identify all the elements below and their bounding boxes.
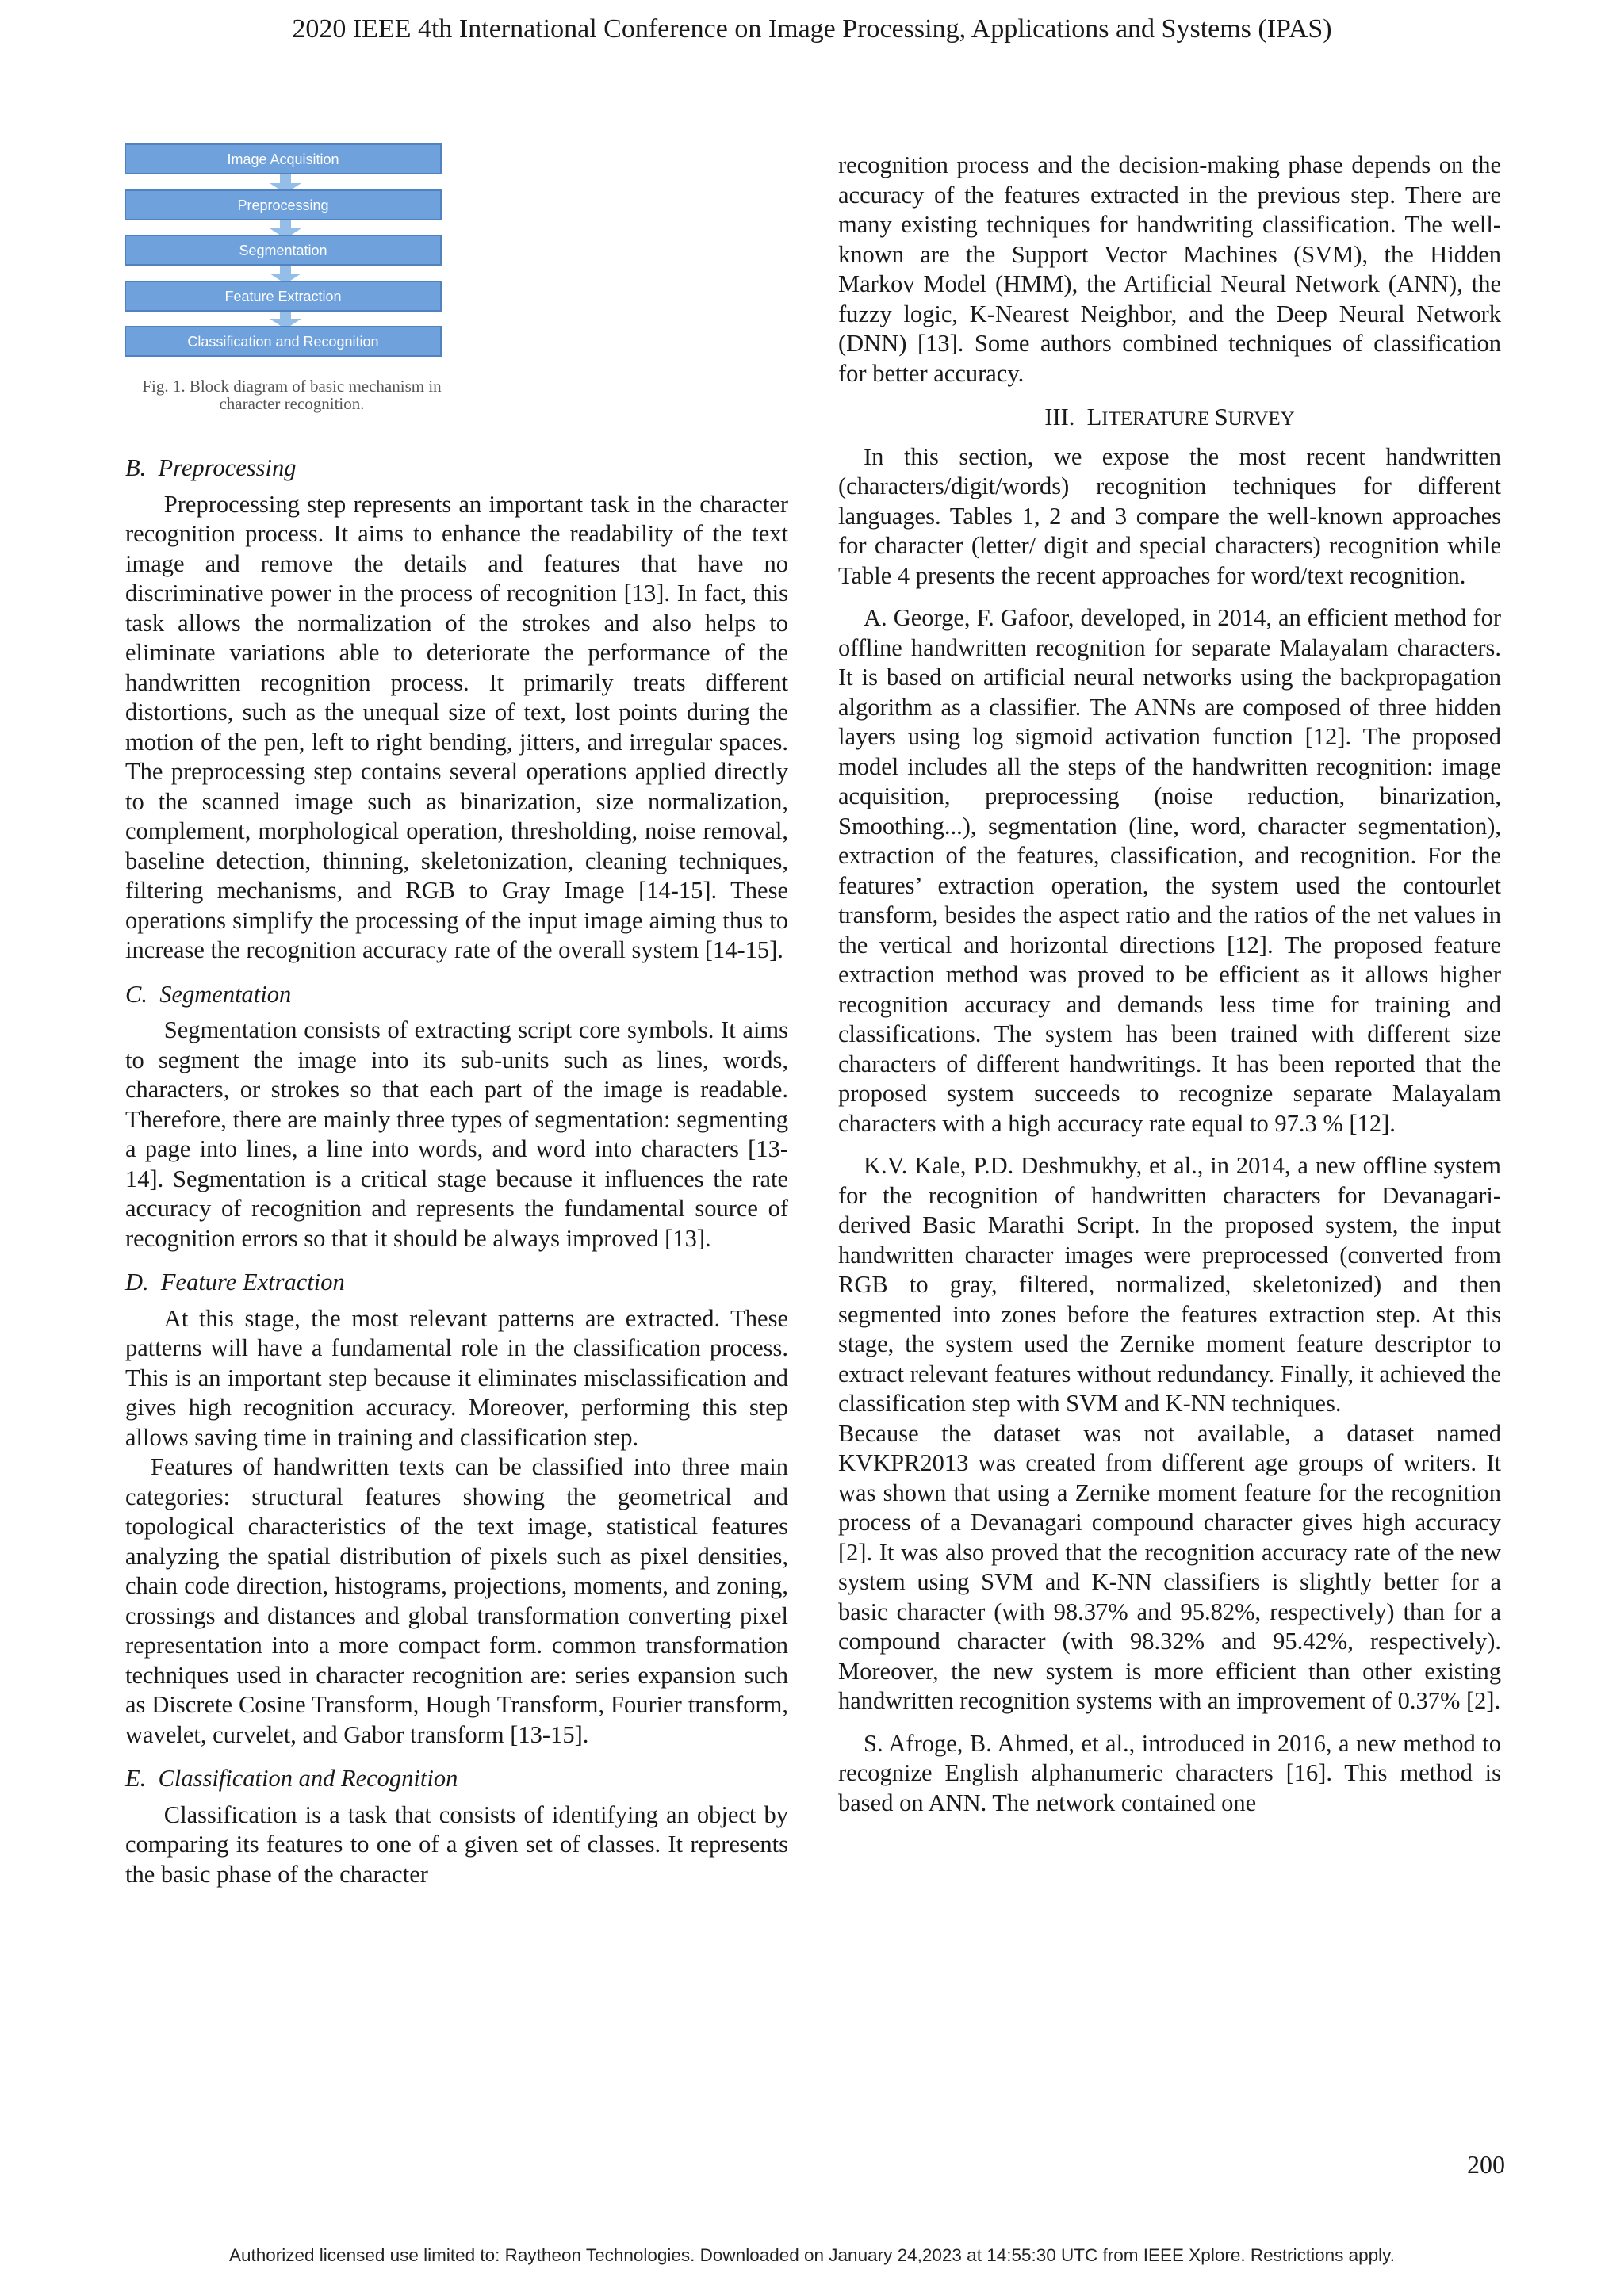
caption-text: diagram of basic mechanism in character recognition. (219, 377, 442, 413)
block-label: Classification and Recognition (187, 334, 379, 350)
heading-literature-survey (838, 403, 1501, 434)
running-header: 2020 IEEE 4th International Conference on Image Processing, Applications and Systems (IPAS) (292, 14, 1332, 44)
heading-cap: S (1214, 404, 1228, 430)
block-label: Feature Extraction (224, 289, 342, 304)
diagram-block-3 (125, 235, 441, 265)
paragraph: Preprocessing step represents an important task in the character recognition process. It aims to enhance the readability of the text image and remove the details and features that have no discriminative power in the process of recognition [13]. In fact, this task allows the normalization of the strokes and also helps to eliminate variations able to deteriorate the performance of the handwritten recognition process. It primarily treats different distortions, such as the unequal size of text, lost points during the motion of the pen, left to right bending, jitters, and irregular spaces. The preprocessing step contains several operations applied directly to the scanned image such as binarization, size normalization, complement, morphological operation, thresholding, noise removal, baseline detection, thinning, skeletonization, cleaning techniques, filtering mechanisms, and RGB to Gray Image [14-15]. These operations simplify the processing of the input image aiming thus to increase the recognition accuracy rate of the overall system [14-15]. (125, 490, 788, 963)
paragraph: Features of handwritten texts can be classified into three main categories: structural features showing the geometrical and topological characteristics of the text image, statistical features analyzing the spatial distribution of pixels such as pixel densities, chain code direction, histograms, projections, moments, and zoning, crossings and distances and global transformation converting pixel representation into a more compact form. common transformation techniques used in character recognition are: series expansion such as Discrete Cosine Transform, Hough Transform, Fourier transform, wavelet, curvelet, and Gabor transform [13-15]. (125, 1453, 788, 1748)
heading-text: Feature Extraction (160, 1269, 345, 1295)
block-diagram (125, 143, 617, 381)
heading-letter: D. (125, 1269, 149, 1295)
paragraph: K.V. Kale, P.D. Deshmukhy, et al., in 2014, a new offline system for the recognition of handwritten characters for Devanagari-derived Basic Marathi Script. In the proposed system, the input handwritten character images were preprocessed (converted from RGB to gray, filtered, normalized, skeletonized) and then segmented into zones before the features extraction step. At this stage, the system used the Zernike moment feature descriptor to extract relevant features without redundancy. Finally, it achieved the classification step with SVM and K-NN techniques. (838, 1152, 1501, 1417)
page-number: 200 (1467, 2150, 1505, 2179)
heading-small-caps: URVEY (1228, 408, 1295, 430)
paragraph: A. George, F. Gafoor, developed, in 2014, an efficient method for offline handwritten recognition for separate Malayalam characters. It is based on artificial neural networks using the backpropagation algorithm as a classifier. The ANNs are composed of three hidden layers using log sigmoid activation function [12]. The proposed model includes all the steps of the handwritten recognition: image acquisition, preprocessing (noise reduction, binarization, Smoothing...), segmentation (line, word, character segmentation), extraction of the features, classification, and recognition. For the features’ extraction operation, the system used the contourlet transform, besides the aspect ratio and the ratios of the net values in the vertical and horizontal directions [12]. The proposed feature extraction method was proved to be efficient as it allows higher recognition accuracy and demands less time for training and classifications. The system has been trained with different size characters of different handwritings. It has been reported that the proposed system succeeds to recognize separate Malayalam characters with a high accuracy rate equal to 97.3 % [12]. (838, 604, 1501, 1137)
paragraph: S. Afroge, B. Ahmed, et al., introduced in 2016, a new method to recognize English alphanumeric characters [16]. This method is based on ANN. The network contained one (838, 1729, 1501, 1816)
heading-letter: C. (125, 980, 147, 1008)
diagram-block-2 (125, 190, 441, 220)
right-column (838, 151, 1501, 1818)
heading-cap: L (1086, 404, 1102, 430)
block-label: Segmentation (239, 243, 327, 258)
paragraph: Classification is a task that consists of identifying an object by comparing its features to one of a given set of classes. It represents the basic phase of the character (125, 1800, 788, 1888)
figure-1 (125, 143, 617, 412)
caption-label: Fig. 1. Block (142, 377, 229, 396)
heading-classification (125, 1764, 788, 1794)
block-label: Preprocessing (237, 197, 329, 213)
heading-letter: E. (125, 1765, 147, 1792)
heading-letter: B. (125, 454, 147, 481)
heading-preprocessing (125, 453, 788, 484)
heading-segmentation (125, 980, 788, 1010)
paragraph: Segmentation consists of extracting script core symbols. It aims to segment the image into its sub-units such as lines, words, characters, or strokes so that each part of the image is readable. Therefore, there are mainly three types of segmentation: segmenting a page into lines, a line into words, and word into characters [13-14]. Segmentation is a critical stage because it influences the rate accuracy of recognition and represents the fundamental source of recognition errors so that it should be always improved [13]. (125, 1016, 788, 1252)
left-column (125, 151, 788, 1889)
section-number: III. (1044, 404, 1075, 430)
heading-feature-extraction (125, 1268, 788, 1298)
heading-small-caps: ITERATURE (1101, 408, 1215, 430)
block-label: Image Acquisition (227, 151, 339, 167)
paragraph: In this section, we expose the most recent handwritten (characters/digit/words) recognition techniques for different languages. Tables 1, 2 and 3 compare the well-known approaches for character (letter/ digit and special characters) recognition while Table 4 presents the recent approaches for word/text recognition. (838, 442, 1501, 589)
diagram-block-1 (125, 144, 441, 174)
heading-text: Preprocessing (158, 454, 297, 481)
figure-caption (125, 377, 458, 412)
paragraph: Because the dataset was not available, a dataset named KVKPR2013 was created from different age groups of writers. It was shown that using a Zernike moment feature for the recognition process of a Devanagari compound character gives high accuracy [2]. It was also proved that the recognition accuracy rate of the new system using SVM and K-NN classifiers is slightly better for a basic character (with 98.37% and 95.82%, respectively) than for a compound character (with 98.32% and 95.42%, respectively). Moreover, the new system is more efficient than other existing handwritten recognition systems with an improvement of 0.37% [2]. (838, 1419, 1501, 1714)
paragraph: At this stage, the most relevant patterns are extracted. These patterns will have a fundamental role in the classification process. This is an important step because it eliminates misclassification and gives high recognition accuracy. Moreover, performing this step allows saving time in training and classification step. (125, 1304, 788, 1451)
paragraph: recognition process and the decision-making phase depends on the accuracy of the features extracted in the previous step. There are many existing techniques for handwriting classification. The well-known are the Support Vector Machines (SVM), the Hidden Markov Model (HMM), the Artificial Neural Network (ANN), the fuzzy logic, K-Nearest Neighbor, and the Deep Neural Network (DNN) [13]. Some authors combined techniques of classification for better accuracy. (838, 151, 1501, 387)
diagram-block-4 (125, 281, 441, 311)
license-footer: Authorized licensed use limited to: Raytheon Technologies. Downloaded on January 24,2023 at 14:55:30 UTC from IEEE Xplore. Restrictions apply. (228, 2245, 1395, 2265)
heading-text: Classification and Recognition (158, 1765, 458, 1792)
diagram-block-5 (125, 327, 441, 356)
heading-text: Segmentation (159, 980, 292, 1008)
